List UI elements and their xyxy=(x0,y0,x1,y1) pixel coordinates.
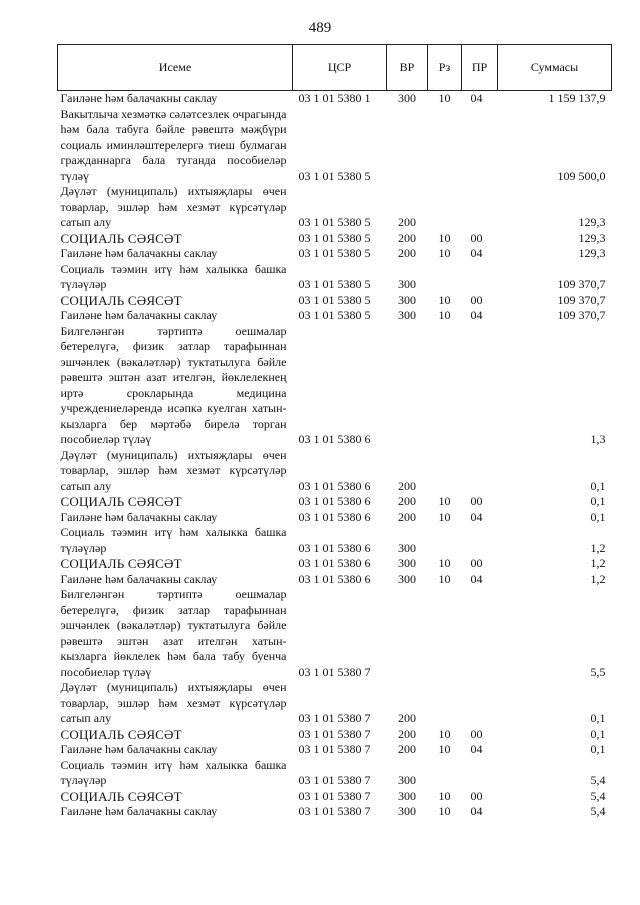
cell-rz: 10 xyxy=(438,292,451,307)
cell-rz: 10 xyxy=(438,494,451,508)
cell-sum: 0,1 xyxy=(590,509,606,524)
cell-sum: 0,1 xyxy=(590,711,606,725)
cell-sum: 1,2 xyxy=(590,571,606,586)
cell-vr: 200 xyxy=(398,215,416,229)
table-row xyxy=(58,324,612,448)
table-row xyxy=(58,742,612,758)
cell-name: Гаиләне һәм балачакны саклау xyxy=(60,308,218,322)
cell-pr: 00 xyxy=(470,726,483,741)
cell-sum: 5,4 xyxy=(590,804,606,818)
table-row xyxy=(58,789,612,805)
cell-rz xyxy=(428,262,462,293)
cell-rz: 10 xyxy=(438,788,451,803)
cell-name: СОЦИАЛЬ СӘЯСӘТ xyxy=(60,556,182,571)
cell-csr: 03 1 01 5380 6 xyxy=(298,556,371,570)
cell-vr: 200 xyxy=(398,246,416,260)
cell-sum: 5,5 xyxy=(590,664,606,679)
cell-csr: 03 1 01 5380 6 xyxy=(298,571,371,586)
cell-name: Дәүләт (муниципаль) ихтыяҗлары өчен товарлар, эшләр һәм хезмәт күрсәтүләр сатып алу xyxy=(60,184,287,229)
cell-rz xyxy=(428,324,462,448)
cell-sum: 1,2 xyxy=(590,540,606,555)
cell-vr: 300 xyxy=(398,571,416,586)
cell-rz: 10 xyxy=(438,556,451,570)
cell-sum: 0,1 xyxy=(590,726,606,741)
cell-sum: 109 500,0 xyxy=(557,168,606,183)
table-row xyxy=(58,308,612,324)
cell-sum: 129,3 xyxy=(578,246,606,260)
cell-sum: 1,3 xyxy=(590,432,606,446)
table-row xyxy=(58,293,612,309)
cell-vr: 200 xyxy=(398,711,416,725)
cell-name: Дәүләт (муниципаль) ихтыяҗлары өчен товарлар, эшләр һәм хезмәт күрсәтүләр сатып алу xyxy=(60,680,287,725)
table-row xyxy=(58,494,612,510)
cell-pr xyxy=(462,107,498,185)
cell-vr: 300 xyxy=(398,277,416,291)
header-row xyxy=(58,45,612,91)
cell-vr xyxy=(387,324,428,448)
cell-vr: 300 xyxy=(398,773,416,787)
cell-csr: 03 1 01 5380 5 xyxy=(298,292,371,307)
cell-csr: 03 1 01 5380 5 xyxy=(298,215,371,229)
cell-name: Гаиләне һәм балачакны саклау xyxy=(60,509,218,524)
cell-name: СОЦИАЛЬ СӘЯСӘТ xyxy=(60,230,182,246)
cell-rz: 10 xyxy=(438,308,451,322)
table-row xyxy=(58,680,612,727)
cell-vr: 200 xyxy=(398,230,416,245)
cell-pr: 04 xyxy=(470,308,483,322)
cell-name: Гаиләне һәм балачакны саклау xyxy=(60,804,218,818)
cell-sum: 109 370,7 xyxy=(557,277,606,291)
table-row xyxy=(58,246,612,262)
cell-pr xyxy=(462,587,498,680)
cell-rz xyxy=(428,680,462,727)
header-csr: ЦСР xyxy=(293,45,387,91)
cell-name: СОЦИАЛЬ СӘЯСӘТ xyxy=(60,726,182,742)
cell-vr: 300 xyxy=(398,788,416,803)
cell-vr: 300 xyxy=(398,91,416,105)
cell-csr: 03 1 01 5380 6 xyxy=(298,478,371,493)
cell-sum: 129,3 xyxy=(578,215,606,229)
cell-name: Гаиләне һәм балачакны саклау xyxy=(60,571,218,586)
table-row xyxy=(58,587,612,680)
cell-csr: 03 1 01 5380 7 xyxy=(298,726,371,741)
cell-vr: 200 xyxy=(398,742,416,756)
cell-name: Социаль тәэмин итү һәм халыкка башка түләүләр xyxy=(60,525,287,555)
cell-pr: 00 xyxy=(470,230,483,245)
cell-sum: 0,1 xyxy=(590,742,606,756)
cell-pr: 00 xyxy=(470,556,483,570)
cell-rz xyxy=(428,525,462,556)
cell-name: Гаиләне һәм балачакны саклау xyxy=(60,246,218,260)
cell-csr: 03 1 01 5380 7 xyxy=(298,773,371,787)
cell-vr: 200 xyxy=(398,509,416,524)
cell-rz: 10 xyxy=(438,571,451,586)
header-sum: Суммасы xyxy=(498,45,612,91)
table-row xyxy=(58,556,612,572)
cell-csr: 03 1 01 5380 5 xyxy=(298,308,371,322)
cell-sum: 1 159 137,9 xyxy=(548,91,606,105)
cell-name: Гаиләне һәм балачакны саклау xyxy=(60,91,218,105)
cell-pr: 04 xyxy=(470,571,483,586)
cell-vr: 300 xyxy=(398,292,416,307)
cell-vr xyxy=(387,107,428,185)
cell-sum: 1,2 xyxy=(590,556,606,570)
table-row xyxy=(58,727,612,743)
cell-rz xyxy=(428,448,462,495)
cell-vr: 300 xyxy=(398,556,416,570)
cell-pr xyxy=(462,262,498,293)
table-row xyxy=(58,262,612,293)
cell-name: Вакытлыча хезмәткә сәләтсезлек очрагында һәм бала табуга бәйле рәвештә мәҗбүри социаль иминләштерелергә тиеш булмаган гражданнарга бала туганда пособиеләр түләү xyxy=(60,106,287,183)
header-vr: ВР xyxy=(387,45,428,91)
cell-csr: 03 1 01 5380 5 xyxy=(298,246,371,260)
cell-rz: 10 xyxy=(438,230,451,245)
cell-vr: 300 xyxy=(398,804,416,818)
cell-sum: 129,3 xyxy=(578,230,606,245)
cell-name: СОЦИАЛЬ СӘЯСӘТ xyxy=(60,292,182,308)
cell-csr: 03 1 01 5380 5 xyxy=(298,230,371,245)
cell-pr xyxy=(462,525,498,556)
header-rz: Рз xyxy=(428,45,462,91)
table-header xyxy=(58,45,612,91)
cell-rz xyxy=(428,184,462,231)
cell-pr: 04 xyxy=(470,91,483,105)
cell-pr: 04 xyxy=(470,742,483,756)
cell-rz: 10 xyxy=(438,726,451,741)
budget-table xyxy=(57,44,612,820)
cell-rz xyxy=(428,758,462,789)
cell-sum: 109 370,7 xyxy=(557,292,606,307)
cell-sum: 5,4 xyxy=(590,788,606,803)
cell-csr: 03 1 01 5380 7 xyxy=(298,711,371,725)
table-row xyxy=(58,231,612,247)
cell-rz xyxy=(428,587,462,680)
table-row xyxy=(58,572,612,588)
page-number: 489 xyxy=(308,20,332,36)
cell-rz: 10 xyxy=(438,804,451,818)
cell-name: Социаль тәэмин итү һәм халыкка башка түләүләр xyxy=(60,757,287,787)
cell-vr: 300 xyxy=(398,540,416,555)
cell-name: Билгеләнгән тәртиптә оешмалар бетерелүгә, физик затлар тарафыннан эшчәнлек (вәкаләтләр) туктатылуга бәйле рәвештә эштән азат ителгән, йөклелекнең иртә срокларында медицина учреждениеләрендә исәпкә куелган хатын-кызларга бер мәртәбә бирелә торган пособиеләр түләү xyxy=(60,323,287,446)
cell-pr xyxy=(462,758,498,789)
cell-name: Дәүләт (муниципаль) ихтыяҗлары өчен товарлар, эшләр һәм хезмәт күрсәтүләр сатып алу xyxy=(60,447,287,493)
cell-csr: 03 1 01 5380 6 xyxy=(298,540,371,555)
cell-sum: 0,1 xyxy=(590,478,606,493)
table-row xyxy=(58,804,612,820)
cell-vr: 200 xyxy=(398,478,416,493)
cell-name: Гаиләне һәм балачакны саклау xyxy=(60,742,218,756)
cell-vr: 200 xyxy=(398,726,416,741)
cell-pr xyxy=(462,680,498,727)
header-pr: ПР xyxy=(462,45,498,91)
cell-rz: 10 xyxy=(438,246,451,260)
cell-csr: 03 1 01 5380 7 xyxy=(298,664,371,679)
cell-name: Социаль тәэмин итү һәм халыкка башка түләүләр xyxy=(60,261,287,291)
header-name: Исеме xyxy=(58,45,293,91)
cell-csr: 03 1 01 5380 7 xyxy=(298,804,371,818)
cell-csr: 03 1 01 5380 7 xyxy=(298,788,371,803)
cell-csr: 03 1 01 5380 6 xyxy=(298,509,371,524)
cell-vr xyxy=(387,587,428,680)
cell-vr: 200 xyxy=(398,494,416,508)
cell-csr: 03 1 01 5380 5 xyxy=(298,277,371,291)
cell-rz: 10 xyxy=(438,509,451,524)
cell-rz xyxy=(428,107,462,185)
cell-pr: 04 xyxy=(470,509,483,524)
cell-name: СОЦИАЛЬ СӘЯСӘТ xyxy=(60,788,182,804)
table-row xyxy=(58,107,612,185)
table-row xyxy=(58,91,612,107)
cell-sum: 5,4 xyxy=(590,773,606,787)
table-row xyxy=(58,525,612,556)
table-body xyxy=(58,91,612,820)
cell-pr: 04 xyxy=(470,246,483,260)
cell-rz: 10 xyxy=(438,742,451,756)
cell-sum: 0,1 xyxy=(590,494,606,508)
cell-pr xyxy=(462,324,498,448)
cell-csr: 03 1 01 5380 1 xyxy=(298,91,371,105)
cell-pr: 04 xyxy=(470,804,483,818)
cell-pr: 00 xyxy=(470,292,483,307)
cell-name: Билгеләнгән тәртиптә оешмалар бетерелүгә, физик затлар тарафыннан эшчәнлек (вәкаләтләр) туктатылуга бәйле рәвештә эштән азат ителгән хатын-кызларга йөклелек һәм бала табу буенча пособиеләр түләү xyxy=(60,587,287,679)
cell-csr: 03 1 01 5380 5 xyxy=(298,168,371,183)
table-row xyxy=(58,758,612,789)
table-row xyxy=(58,510,612,526)
cell-vr: 300 xyxy=(398,308,416,322)
cell-pr xyxy=(462,448,498,495)
table-row xyxy=(58,448,612,495)
table-row xyxy=(58,184,612,231)
cell-name: СОЦИАЛЬ СӘЯСӘТ xyxy=(60,494,182,509)
cell-sum: 109 370,7 xyxy=(557,308,606,322)
cell-pr: 00 xyxy=(470,494,483,508)
cell-rz: 10 xyxy=(438,91,451,105)
cell-csr: 03 1 01 5380 6 xyxy=(298,494,371,508)
cell-pr: 00 xyxy=(470,788,483,803)
cell-pr xyxy=(462,184,498,231)
cell-csr: 03 1 01 5380 7 xyxy=(298,742,371,756)
cell-csr: 03 1 01 5380 6 xyxy=(298,432,371,446)
